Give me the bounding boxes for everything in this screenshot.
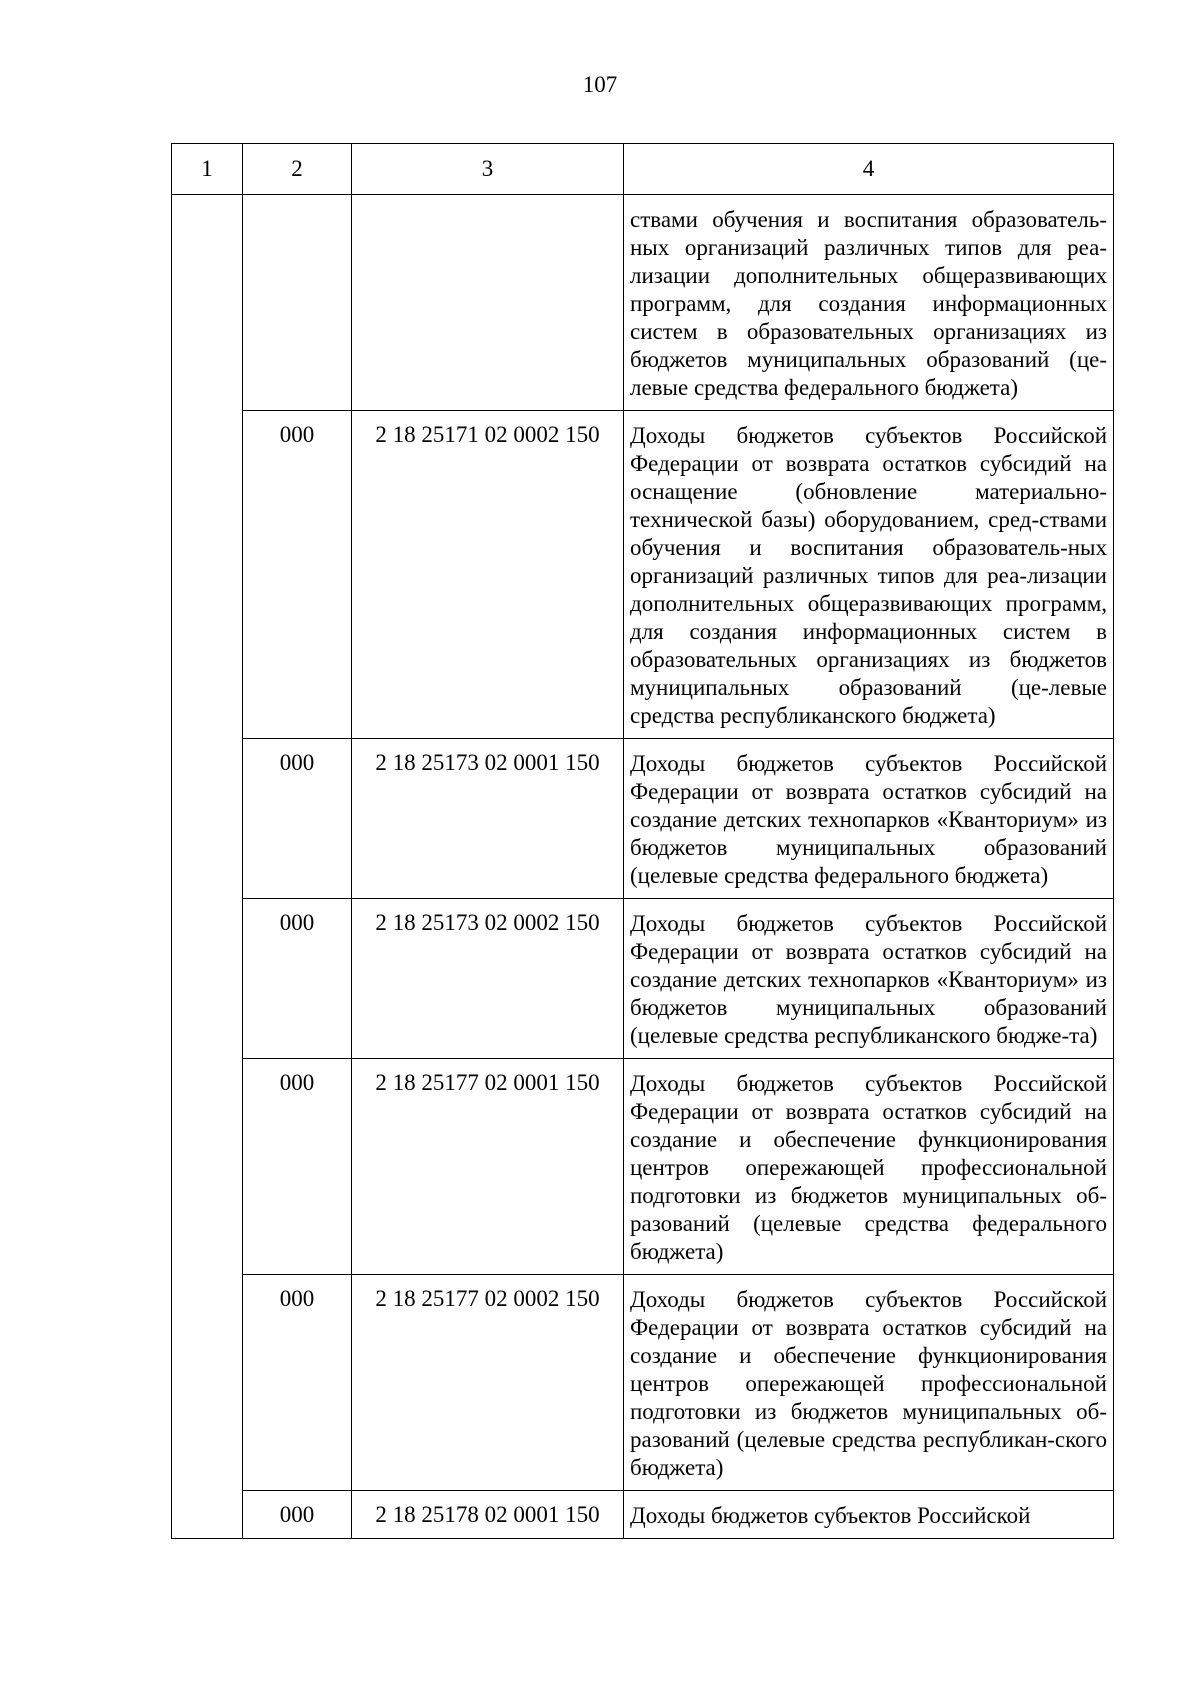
budget-code-cell xyxy=(352,411,624,739)
table-row xyxy=(172,411,1114,739)
budget-classification-code: 2 18 25177 02 0001 150 xyxy=(375,1070,600,1095)
description-cell xyxy=(624,899,1114,1059)
table-row xyxy=(172,739,1114,899)
column-header-2: 2 xyxy=(243,144,352,195)
budget-classification-code: 2 18 25171 02 0002 150 xyxy=(375,422,600,447)
revenue-description: Доходы бюджетов субъектов Российской Федерации от возврата остатков субсидий на создание детских технопарков «Кванториум» из бюджетов муниципальных образований (целевые средства федерального бюджета) xyxy=(630,751,1107,888)
page-number: 107 xyxy=(582,72,618,97)
admin-code-cell xyxy=(243,899,352,1059)
empty-budget-code-cell xyxy=(352,195,624,411)
admin-code: 000 xyxy=(279,910,315,935)
admin-code: 000 xyxy=(279,1286,315,1311)
table-row xyxy=(172,1275,1114,1491)
revenue-description: Доходы бюджетов субъектов Российской Федерации от возврата остатков субсидий на создание и обеспечение функционирования центров опережающей профессиональной подготовки из бюджетов муниципальных об-разований (целевые средства федерального бюджета) xyxy=(630,1071,1107,1264)
budget-code-cell xyxy=(352,1275,624,1491)
admin-code-cell xyxy=(243,1491,352,1539)
admin-code-cell xyxy=(243,739,352,899)
admin-code-cell xyxy=(243,411,352,739)
column-header-3: 3 xyxy=(352,144,624,195)
table-row xyxy=(172,1491,1114,1539)
admin-code: 000 xyxy=(279,1070,315,1095)
empty-admin-code-cell xyxy=(243,195,352,411)
budget-code-cell xyxy=(352,899,624,1059)
table-row xyxy=(172,1059,1114,1275)
description-cell xyxy=(624,1059,1114,1275)
revenue-description: Доходы бюджетов субъектов Российской Федерации от возврата остатков субсидий на создание и обеспечение функционирования центров опережающей профессиональной подготовки из бюджетов муниципальных об-разований (целевые средства республикан-ского бюджета) xyxy=(630,1287,1107,1480)
revenue-codes-table xyxy=(171,143,1114,1539)
column-header-1: 1 xyxy=(172,144,243,195)
admin-code: 000 xyxy=(279,422,315,447)
revenue-description: Доходы бюджетов субъектов Российской xyxy=(630,1503,1031,1528)
description-cell xyxy=(624,411,1114,739)
budget-classification-code: 2 18 25173 02 0002 150 xyxy=(375,910,600,935)
table-header-row xyxy=(172,144,1114,195)
description-cell xyxy=(624,1491,1114,1539)
admin-code-cell xyxy=(243,1275,352,1491)
revenue-description: Доходы бюджетов субъектов Российской Федерации от возврата остатков субсидий на оснащение (обновление материально-технической базы) оборудованием, сред-ствами обучения и воспитания образователь-ных организаций различных типов для реа-лизации дополнительных общеразвивающих программ, для создания информационных систем в образовательных организациях из бюджетов муниципальных образований (це-левые средства республиканского бюджета) xyxy=(630,423,1107,728)
budget-code-cell xyxy=(352,739,624,899)
budget-classification-code: 2 18 25177 02 0002 150 xyxy=(375,1286,600,1311)
budget-code-cell xyxy=(352,1059,624,1275)
budget-code-cell xyxy=(352,1491,624,1539)
column-header-4: 4 xyxy=(624,144,1114,195)
merged-column-1-cell xyxy=(172,195,243,1539)
table-row xyxy=(172,899,1114,1059)
description-cell xyxy=(624,1275,1114,1491)
continuation-row xyxy=(172,195,1114,411)
continuation-description-cell xyxy=(624,195,1114,411)
continuation-description: ствами обучения и воспитания образователь-ных организаций различных типов для реа-лизации дополнительных общеразвивающих программ, для создания информационных систем в образовательных организациях из бюджетов муниципальных образований (це-левые средства федерального бюджета) xyxy=(630,207,1107,400)
admin-code: 000 xyxy=(279,1502,315,1527)
budget-classification-code: 2 18 25173 02 0001 150 xyxy=(375,750,600,775)
admin-code: 000 xyxy=(279,750,315,775)
description-cell xyxy=(624,739,1114,899)
revenue-description: Доходы бюджетов субъектов Российской Федерации от возврата остатков субсидий на создание детских технопарков «Кванториум» из бюджетов муниципальных образований (целевые средства республиканского бюдже-та) xyxy=(630,911,1107,1048)
budget-classification-code: 2 18 25178 02 0001 150 xyxy=(375,1502,600,1527)
admin-code-cell xyxy=(243,1059,352,1275)
